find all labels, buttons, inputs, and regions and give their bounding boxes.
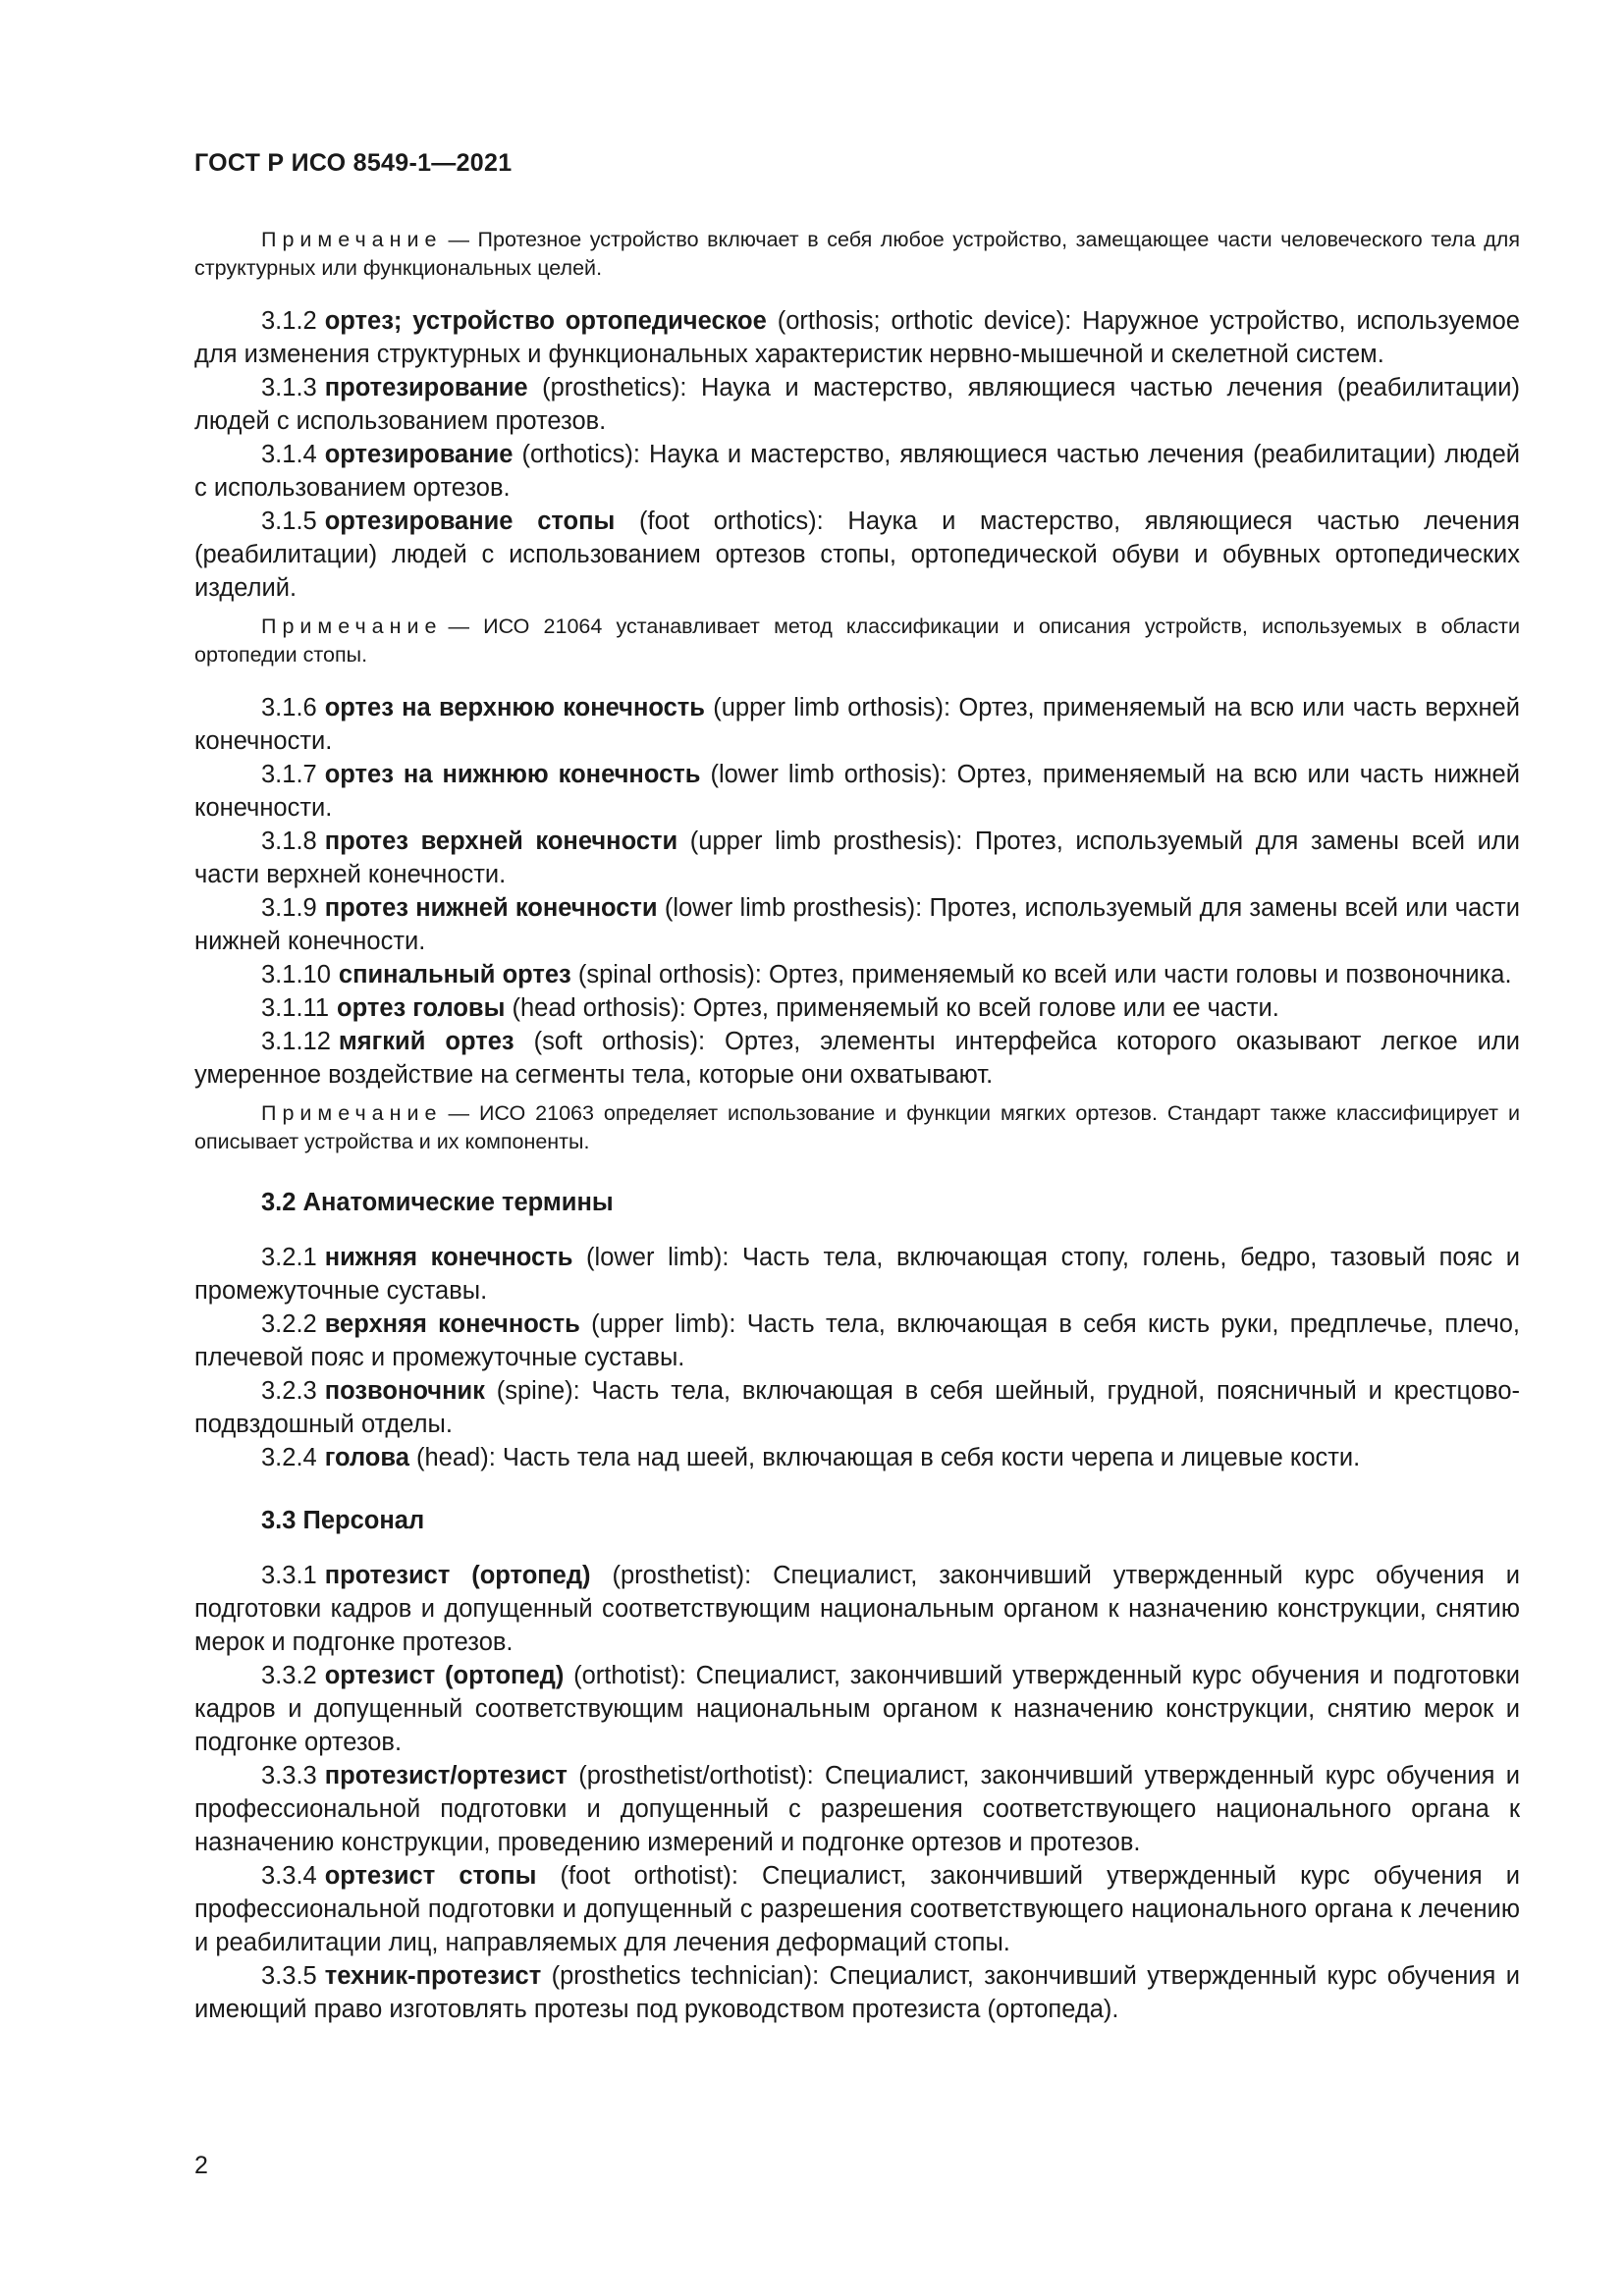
note-label: Примечание bbox=[261, 1101, 443, 1125]
note bbox=[194, 1099, 1520, 1156]
entry-definition: (soft orthosis): Ортез, элементы интерфейса которого оказывают легкое или умеренное воздействие на сегменты тела, которые они охватывают. bbox=[194, 1028, 1520, 1089]
entry-term: протезирование bbox=[324, 374, 528, 401]
entry-term: техник-протезист bbox=[324, 1962, 542, 1990]
term-entry bbox=[194, 1659, 1520, 1759]
entry-term: ортез головы bbox=[337, 994, 506, 1022]
entry-term: позвоночник bbox=[324, 1377, 485, 1405]
entry-number: 3.2.2 bbox=[261, 1310, 317, 1338]
entry-definition: (foot orthotist): Специалист, закончивший утвержденный курс обучения и профессиональной подготовки и допущенный с разрешения соответствующего национального органа к лечению и реабилитации лиц, направляемых для лечения деформаций стопы. bbox=[194, 1862, 1520, 1956]
page-number: 2 bbox=[194, 2152, 208, 2179]
note-text: — ИСО 21063 определяет использование и функции мягких ортезов. Стандарт также классифицирует и описывает устройства и их компоненты. bbox=[194, 1101, 1520, 1153]
term-entry bbox=[194, 304, 1520, 371]
entry-definition: (prosthetist/orthotist): Специалист, закончивший утвержденный курс обучения и профессиональной подготовки и допущенный с разрешения соответствующего национального органа к назначению конструкции, проведению измерений и подгонке ортезов и протезов. bbox=[194, 1762, 1520, 1856]
entry-definition: (head orthosis): Ортез, применяемый ко всей голове или ее части. bbox=[512, 994, 1279, 1022]
entry-number: 3.1.8 bbox=[261, 828, 317, 855]
entry-number: 3.1.4 bbox=[261, 441, 317, 468]
entry-term: ортез на верхнюю конечность bbox=[324, 694, 705, 721]
entry-definition: (lower limb orthosis): Ортез, применяемый на всю или часть нижней конечности. bbox=[194, 761, 1520, 822]
entry-term: верхняя конечность bbox=[324, 1310, 580, 1338]
entry-definition: (spinal orthosis): Ортез, применяемый ко всей или части головы и позвоночника. bbox=[577, 961, 1512, 988]
term-entry bbox=[194, 1441, 1520, 1474]
term-entry bbox=[194, 691, 1520, 758]
entry-definition: (foot orthotics): Наука и мастерство, являющиеся частью лечения (реабилитации) людей с использованием ортезов стопы, ортопедической обуви и обувных ортопедических изделий. bbox=[194, 507, 1520, 602]
section-title: 3.3 Персонал bbox=[261, 1507, 425, 1534]
note bbox=[194, 226, 1520, 283]
entry-number: 3.1.12 bbox=[261, 1028, 331, 1055]
entry-term: ортезирование стопы bbox=[324, 507, 616, 535]
entry-term: протез верхней конечности bbox=[324, 828, 678, 855]
entry-term: нижняя конечность bbox=[324, 1244, 573, 1271]
entry-definition: (upper limb orthosis): Ортез, применяемый на всю или часть верхней конечности. bbox=[194, 694, 1520, 755]
section-title: 3.2 Анатомические термины bbox=[261, 1189, 614, 1216]
term-entry bbox=[194, 825, 1520, 891]
entry-definition: (spine): Часть тела, включающая в себя шейный, грудной, поясничный и крестцово-подвздошный отделы. bbox=[194, 1377, 1520, 1438]
term-entry bbox=[194, 505, 1520, 605]
entry-number: 3.3.3 bbox=[261, 1762, 317, 1789]
entry-term: протезист/ортезист bbox=[324, 1762, 568, 1789]
term-entry bbox=[194, 1374, 1520, 1441]
entry-number: 3.1.3 bbox=[261, 374, 317, 401]
entry-definition: (upper limb): Часть тела, включающая в себя кисть руки, предплечье, плечо, плечевой пояс и промежуточные суставы. bbox=[194, 1310, 1521, 1371]
entry-term: мягкий ортез bbox=[338, 1028, 514, 1055]
entry-definition: (prosthetics technician): Специалист, закончивший утвержденный курс обучения и имеющий право изготовлять протезы под руководством протезиста (ортопеда). bbox=[194, 1962, 1520, 2023]
term-entry bbox=[194, 1025, 1520, 1092]
entry-number: 3.2.4 bbox=[261, 1444, 317, 1471]
term-entry bbox=[194, 1959, 1520, 2026]
term-entry bbox=[194, 371, 1520, 438]
term-entry bbox=[194, 1241, 1520, 1308]
entry-definition: (lower limb): Часть тела, включающая стопу, голень, бедро, тазовый пояс и промежуточные суставы. bbox=[194, 1244, 1521, 1305]
note-text: — Протезное устройство включает в себя любое устройство, замещающее части человеческого тела для структурных или функциональных целей. bbox=[194, 228, 1520, 280]
entry-number: 3.3.2 bbox=[261, 1662, 317, 1689]
entry-term: ортез; устройство ортопедическое bbox=[324, 307, 767, 335]
entry-number: 3.1.5 bbox=[261, 507, 317, 535]
entry-number: 3.2.1 bbox=[261, 1244, 317, 1271]
entry-term: спинальный ортез bbox=[338, 961, 571, 988]
entry-definition: (orthosis; orthotic device): Наружное устройство, используемое для изменения структурных и функциональных характеристик нервно-мышечной и скелетной систем. bbox=[194, 307, 1520, 368]
entry-term: ортез на нижнюю конечность bbox=[324, 761, 701, 788]
entry-number: 3.1.6 bbox=[261, 694, 317, 721]
term-entry bbox=[194, 991, 1520, 1025]
term-entry bbox=[194, 891, 1520, 958]
document-header: ГОСТ Р ИСО 8549-1—2021 bbox=[194, 149, 513, 177]
entry-number: 3.3.1 bbox=[261, 1562, 317, 1589]
entry-number: 3.1.10 bbox=[261, 961, 331, 988]
entry-definition: (prosthetics): Наука и мастерство, являющиеся частью лечения (реабилитации) людей с использованием протезов. bbox=[194, 374, 1520, 435]
entry-term: ортезирование bbox=[324, 441, 514, 468]
entry-definition: (prosthetist): Специалист, закончивший утвержденный курс обучения и подготовки кадров и допущенный соответствующим национальным органом к назначению конструкции, снятию мерок и подгонке протезов. bbox=[194, 1562, 1520, 1656]
term-entry bbox=[194, 958, 1520, 991]
term-entry bbox=[194, 1859, 1520, 1959]
note bbox=[194, 613, 1520, 669]
note-text: — ИСО 21064 устанавливает метод классификации и описания устройств, используемых в области ортопедии стопы. bbox=[194, 614, 1520, 667]
entry-definition: (orthotics): Наука и мастерство, являющиеся частью лечения (реабилитации) людей с использованием ортезов. bbox=[194, 441, 1520, 502]
note-label: Примечание bbox=[261, 228, 443, 251]
entry-definition: (lower limb prosthesis): Протез, используемый для замены всей или части нижней конечности. bbox=[194, 894, 1520, 955]
document-body bbox=[194, 226, 1520, 2026]
entry-number: 3.3.5 bbox=[261, 1962, 317, 1990]
entry-definition: (upper limb prosthesis): Протез, используемый для замены всей или части верхней конечности. bbox=[194, 828, 1520, 888]
term-entry bbox=[194, 438, 1520, 505]
entry-term: голова bbox=[324, 1444, 409, 1471]
entry-number: 3.3.4 bbox=[261, 1862, 317, 1890]
term-entry bbox=[194, 1759, 1520, 1859]
entry-definition: (orthotist): Специалист, закончивший утвержденный курс обучения и подготовки кадров и допущенный соответствующим национальным органом к назначению конструкции, снятию мерок и подгонке ортезов. bbox=[194, 1662, 1520, 1756]
entry-term: протез нижней конечности bbox=[324, 894, 658, 922]
entry-number: 3.1.7 bbox=[261, 761, 317, 788]
entry-term: ортезист стопы bbox=[324, 1862, 537, 1890]
entry-number: 3.2.3 bbox=[261, 1377, 317, 1405]
note-label: Примечание bbox=[261, 614, 443, 638]
term-entry bbox=[194, 1308, 1520, 1374]
term-entry bbox=[194, 1559, 1520, 1659]
entry-number: 3.1.2 bbox=[261, 307, 317, 335]
entry-term: протезист (ортопед) bbox=[324, 1562, 591, 1589]
entry-number: 3.1.9 bbox=[261, 894, 317, 922]
entry-number: 3.1.11 bbox=[261, 994, 330, 1022]
entry-definition: (head): Часть тела над шеей, включающая в себя кости черепа и лицевые кости. bbox=[416, 1444, 1361, 1471]
term-entry bbox=[194, 758, 1520, 825]
entry-term: ортезист (ортопед) bbox=[324, 1662, 565, 1689]
